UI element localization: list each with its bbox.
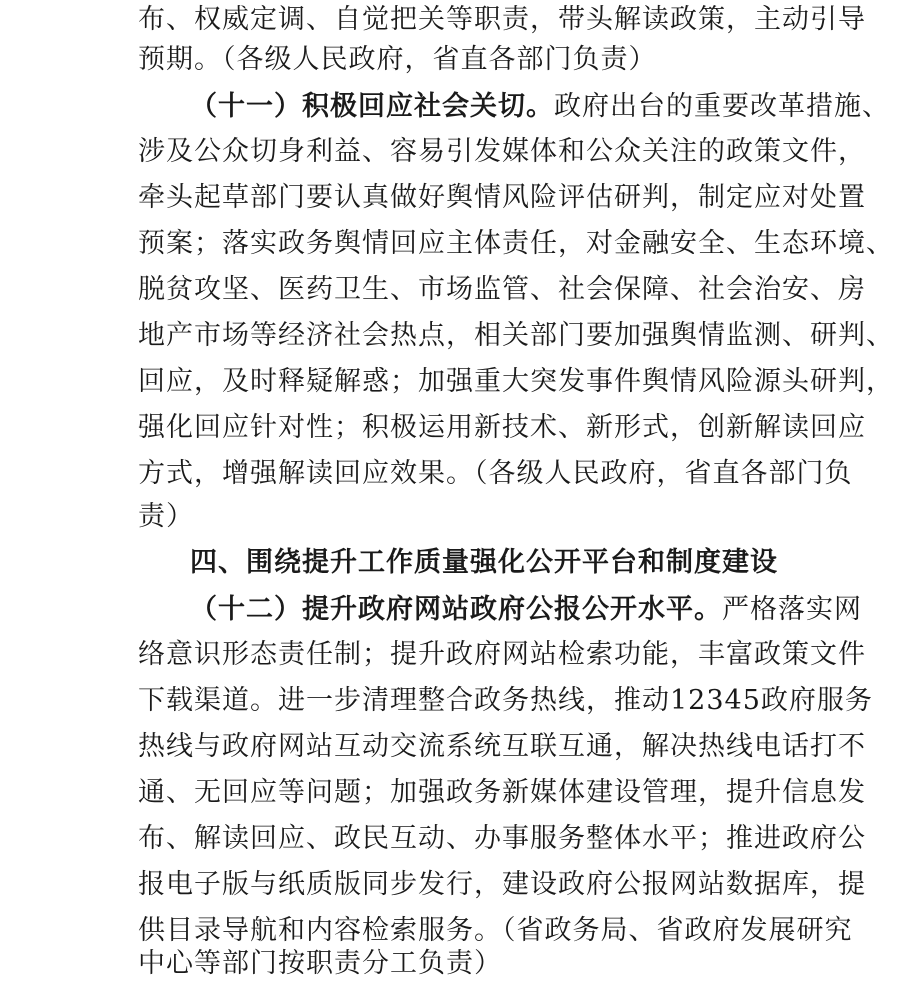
text-line: 供目录导航和内容检索服务。（省政务局、省政府发展研究 (138, 915, 853, 946)
text-line: 强化回应针对性；积极运用新技术、新形式，创新解读回应 (138, 412, 866, 443)
text-line: 地产市场等经济社会热点，相关部门要加强舆情监测、研判、 (138, 320, 894, 351)
text-line: 回应，及时释疑解惑；加强重大突发事件舆情风险源头研判， (138, 366, 894, 397)
text-line: 通、无回应等问题；加强政务新媒体建设管理，提升信息发 (138, 777, 866, 808)
text-line: 下载渠道。进一步清理整合政务热线，推动12345政府服务 (138, 685, 873, 716)
text-line: 报电子版与纸质版同步发行，建设政府公报网站数据库，提 (138, 869, 866, 900)
text-line: 预期。（各级人民政府，省直各部门负责） (138, 44, 657, 75)
text-line: 中心等部门按职责分工负责） (138, 948, 502, 979)
section-lead-title: （十一）积极回应社会关切。 (190, 91, 554, 122)
text-line: 络意识形态责任制；提升政府网站检索功能，丰富政策文件 (138, 639, 866, 670)
text-line: 布、解读回应、政民互动、办事服务整体水平；推进政府公 (138, 823, 866, 854)
section-heading: 四、围绕提升工作质量强化公开平台和制度建设 (190, 547, 778, 578)
paragraph-first-line (0, 87, 900, 127)
text-line: 涉及公众切身利益、容易引发媒体和公众关注的政策文件， (138, 136, 866, 167)
section-lead-rest: 政府出台的重要改革措施、 (554, 91, 890, 122)
text-line: 热线与政府网站互动交流系统互联互通，解决热线电话打不 (138, 731, 866, 762)
text-line: 方式，增强解读回应效果。（各级人民政府，省直各部门负 (138, 458, 853, 489)
text-line: 牵头起草部门要认真做好舆情风险评估研判，制定应对处置 (138, 182, 866, 213)
paragraph-first-line (0, 590, 900, 630)
text-line: 脱贫攻坚、医药卫生、市场监管、社会保障、社会治安、房 (138, 274, 866, 305)
section-lead-title: （十二）提升政府网站政府公报公开水平。 (190, 594, 722, 625)
section-lead-rest: 严格落实网 (722, 594, 862, 625)
text-line: 预案；落实政务舆情回应主体责任，对金融安全、生态环境、 (138, 228, 894, 259)
text-line: 责） (138, 501, 194, 532)
text-line: 布、权威定调、自觉把关等职责，带头解读政策，主动引导 (138, 4, 866, 35)
